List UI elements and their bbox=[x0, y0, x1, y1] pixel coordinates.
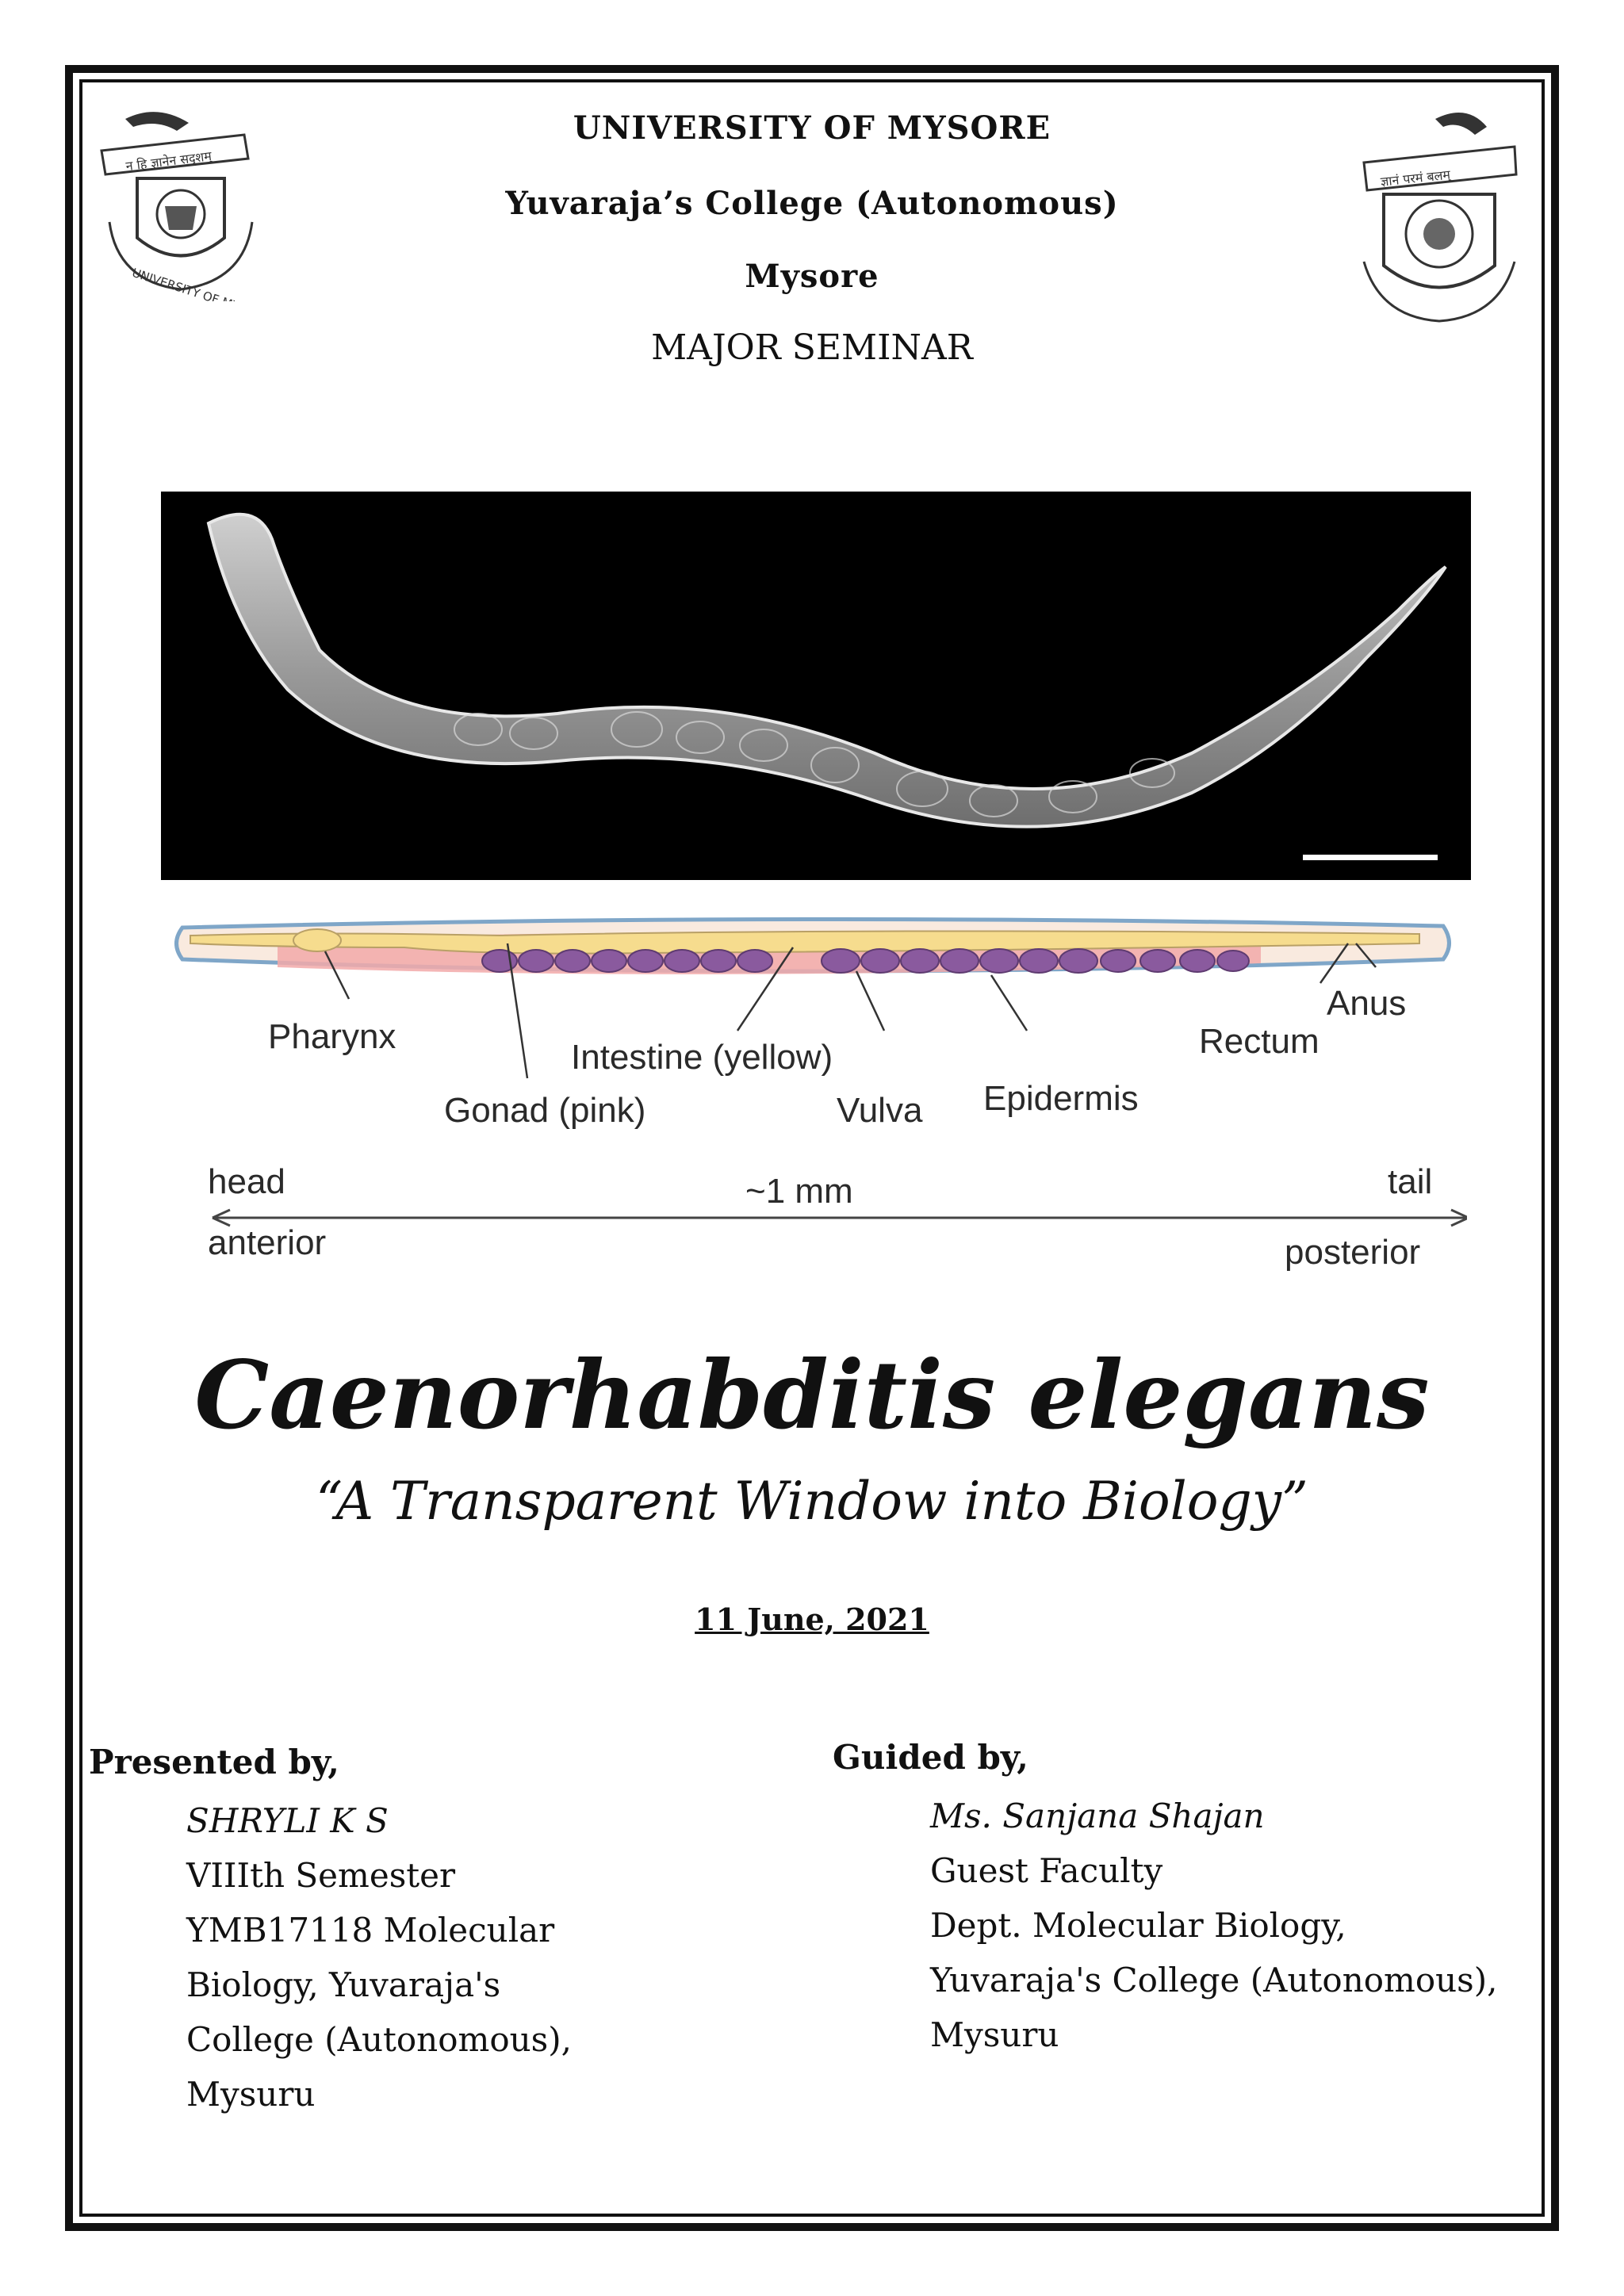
presenter-details bbox=[186, 1793, 662, 2122]
seminar-date: 11 June, 2021 bbox=[695, 1601, 929, 1637]
worm-micrograph bbox=[161, 492, 1471, 880]
scale-length: ~1 mm bbox=[745, 1172, 853, 1211]
guide-name: Ms. Sanjana Shajan bbox=[930, 1797, 1265, 1835]
presenter-heading: Presented by, bbox=[89, 1743, 339, 1781]
guide-details bbox=[930, 1789, 1549, 2062]
presenter-line: Biology, Yuvaraja's bbox=[186, 1965, 501, 2004]
college-name: Yuvaraja’s College (Autonomous) bbox=[505, 185, 1119, 222]
species-title: Caenorhabditis elegans bbox=[194, 1340, 1430, 1450]
pharynx-bulb bbox=[293, 929, 341, 951]
scale-anterior: anterior bbox=[208, 1223, 327, 1262]
guide-heading: Guided by, bbox=[833, 1738, 1028, 1777]
event-name: MAJOR SEMINAR bbox=[651, 327, 973, 368]
presenter-line: Mysuru bbox=[186, 2075, 316, 2114]
guide-line: Yuvaraja's College (Autonomous), bbox=[930, 1961, 1498, 1999]
label-pharynx: Pharynx bbox=[268, 1017, 396, 1056]
city-name: Mysore bbox=[745, 258, 879, 295]
guide-line: Dept. Molecular Biology, bbox=[930, 1906, 1346, 1945]
presenter-line: College (Autonomous), bbox=[186, 2020, 572, 2059]
guide-line: Guest Faculty bbox=[930, 1851, 1163, 1890]
label-rectum: Rectum bbox=[1199, 1022, 1320, 1061]
anatomy-diagram bbox=[167, 912, 1467, 1284]
label-gonad: Gonad (pink) bbox=[444, 1091, 646, 1130]
presenter-name: SHRYLI K S bbox=[186, 1801, 389, 1840]
label-anus: Anus bbox=[1327, 984, 1407, 1023]
label-epidermis: Epidermis bbox=[983, 1079, 1139, 1118]
presenter-line: VIIIth Semester bbox=[186, 1856, 456, 1895]
scale-tail: tail bbox=[1388, 1162, 1433, 1201]
subtitle: “A Transparent Window into Biology” bbox=[316, 1471, 1308, 1532]
scale-head: head bbox=[208, 1162, 285, 1201]
university-name: UNIVERSITY OF MYSORE bbox=[573, 109, 1051, 147]
guide-line: Mysuru bbox=[930, 2015, 1059, 2054]
label-vulva: Vulva bbox=[837, 1091, 923, 1130]
svg-text:न हि ज्ञानेन सदृशम्: न हि ज्ञानेन सदृशम् bbox=[124, 148, 213, 174]
svg-text:ज्ञानं परमं बलम्: ज्ञानं परमं बलम् bbox=[1380, 166, 1451, 189]
label-intestine: Intestine (yellow) bbox=[571, 1038, 833, 1077]
presenter-line: YMB17118 Molecular bbox=[186, 1911, 555, 1950]
scale-posterior: posterior bbox=[1285, 1233, 1421, 1272]
svg-text:UNIVERSITY OF MYSORE: UNIVERSITY OF MYSORE bbox=[130, 265, 273, 301]
